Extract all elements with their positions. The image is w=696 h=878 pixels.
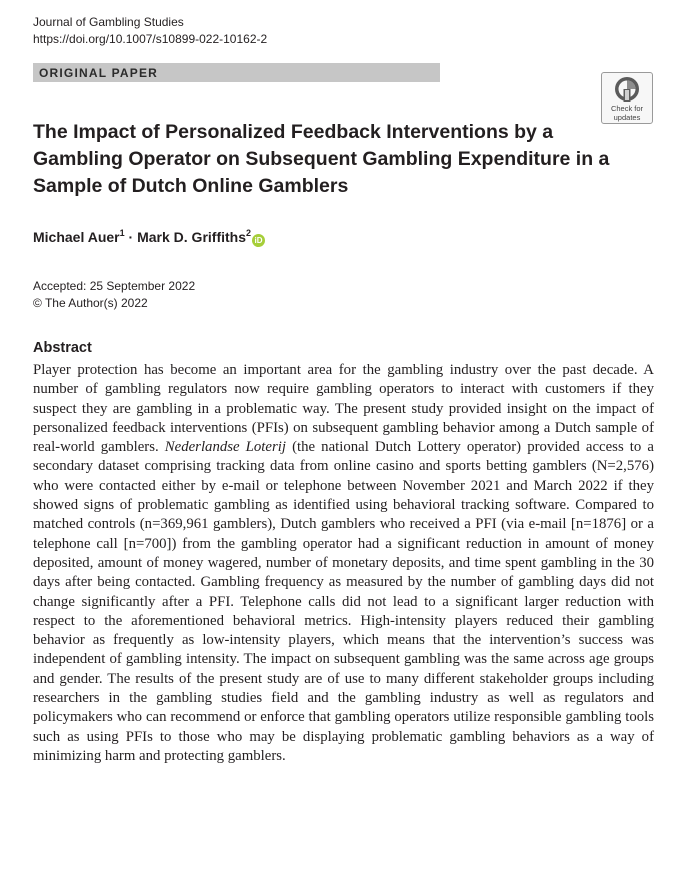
author-name[interactable]: Michael Auer [33, 229, 120, 245]
abstract-text: Player protection has become an important area for the gambling industry over the past decade. A number of gambling regulators now require gambling operators to interact with customers if they suspect they are gambling in a problematic way. The present study provided insight on the impact of personalized feedback interventions (PFIs) on subsequent gambling behavior among a Dutch sample of real-world gamblers. [33, 362, 654, 456]
copyright-line: © The Author(s) 2022 [33, 296, 148, 310]
journal-name: Journal of Gambling Studies [33, 15, 184, 29]
check-for-updates-button[interactable] [601, 72, 653, 124]
affiliation-mark: 2 [246, 228, 252, 238]
article-type-banner [33, 63, 440, 82]
author-name[interactable]: Mark D. Griffiths [137, 229, 246, 245]
check-for-label: Check for [610, 104, 644, 113]
abstract-italic-text: Nederlandse Loterij [164, 439, 286, 456]
author-list [33, 229, 265, 247]
abstract-text: (the national Dutch Lottery operator) provided access to a secondary dataset comprising tracking data from online casino and sports betting gamblers (N=2,576) who were contacted either by e-mail or telephone between November 2021 and March 2022 if they showed signs of problematic gambling as identified using behavioral tracking software. Compared to matched controls (n=369,961 gamblers), Dutch gamblers who received a PFI (via e-mail [n=1876] or a telephone call [n=700]) from the gambling operator had a significant reduction in amount of money deposited, amount of money wagered, number of monetary deposits, and time spent gambling in the 30 days after being contacted. Gambling frequency as measured by the number of gambling days did not change significantly after a PFI. Telephone calls did not lead to a significant larger reduction with respect to the aforementioned behavioral metrics. High-intensity players reduced their gambling behavior as frequently as low-intensity players, which means that the intervention’s success was independent of gambling intensity. The impact on subsequent gambling was the same across age groups and gender. The results of the present study are of use to many different stakeholder groups including researchers in the gambling studies field and the gambling industry as well as regulators and policymakers who can recommend or enforce that gambling operators utilize responsible gambling tools such as using PFIs to those who may be displaying problematic gambling behaviors as a way of minimizing harm and protecting gamblers. [33, 439, 654, 764]
doi-link[interactable]: https://doi.org/10.1007/s10899-022-10162-2 [33, 32, 268, 46]
author-separator: · [128, 229, 134, 245]
journal-header [33, 14, 267, 48]
abstract-heading: Abstract [33, 340, 92, 356]
orcid-icon[interactable]: iD [252, 234, 265, 247]
article-meta [33, 278, 195, 312]
crossmark-icon [614, 76, 640, 104]
affiliation-mark: 1 [119, 228, 125, 238]
updates-label: updates [613, 113, 641, 122]
accepted-date: Accepted: 25 September 2022 [33, 279, 196, 293]
article-type-label: ORIGINAL PAPER [39, 65, 159, 80]
article-title: The Impact of Personalized Feedback Interventions by a Gambling Operator on Subsequent Gambling Expenditure in a Sample of Dutch Online Gamblers [33, 121, 610, 197]
abstract-body [33, 361, 654, 766]
